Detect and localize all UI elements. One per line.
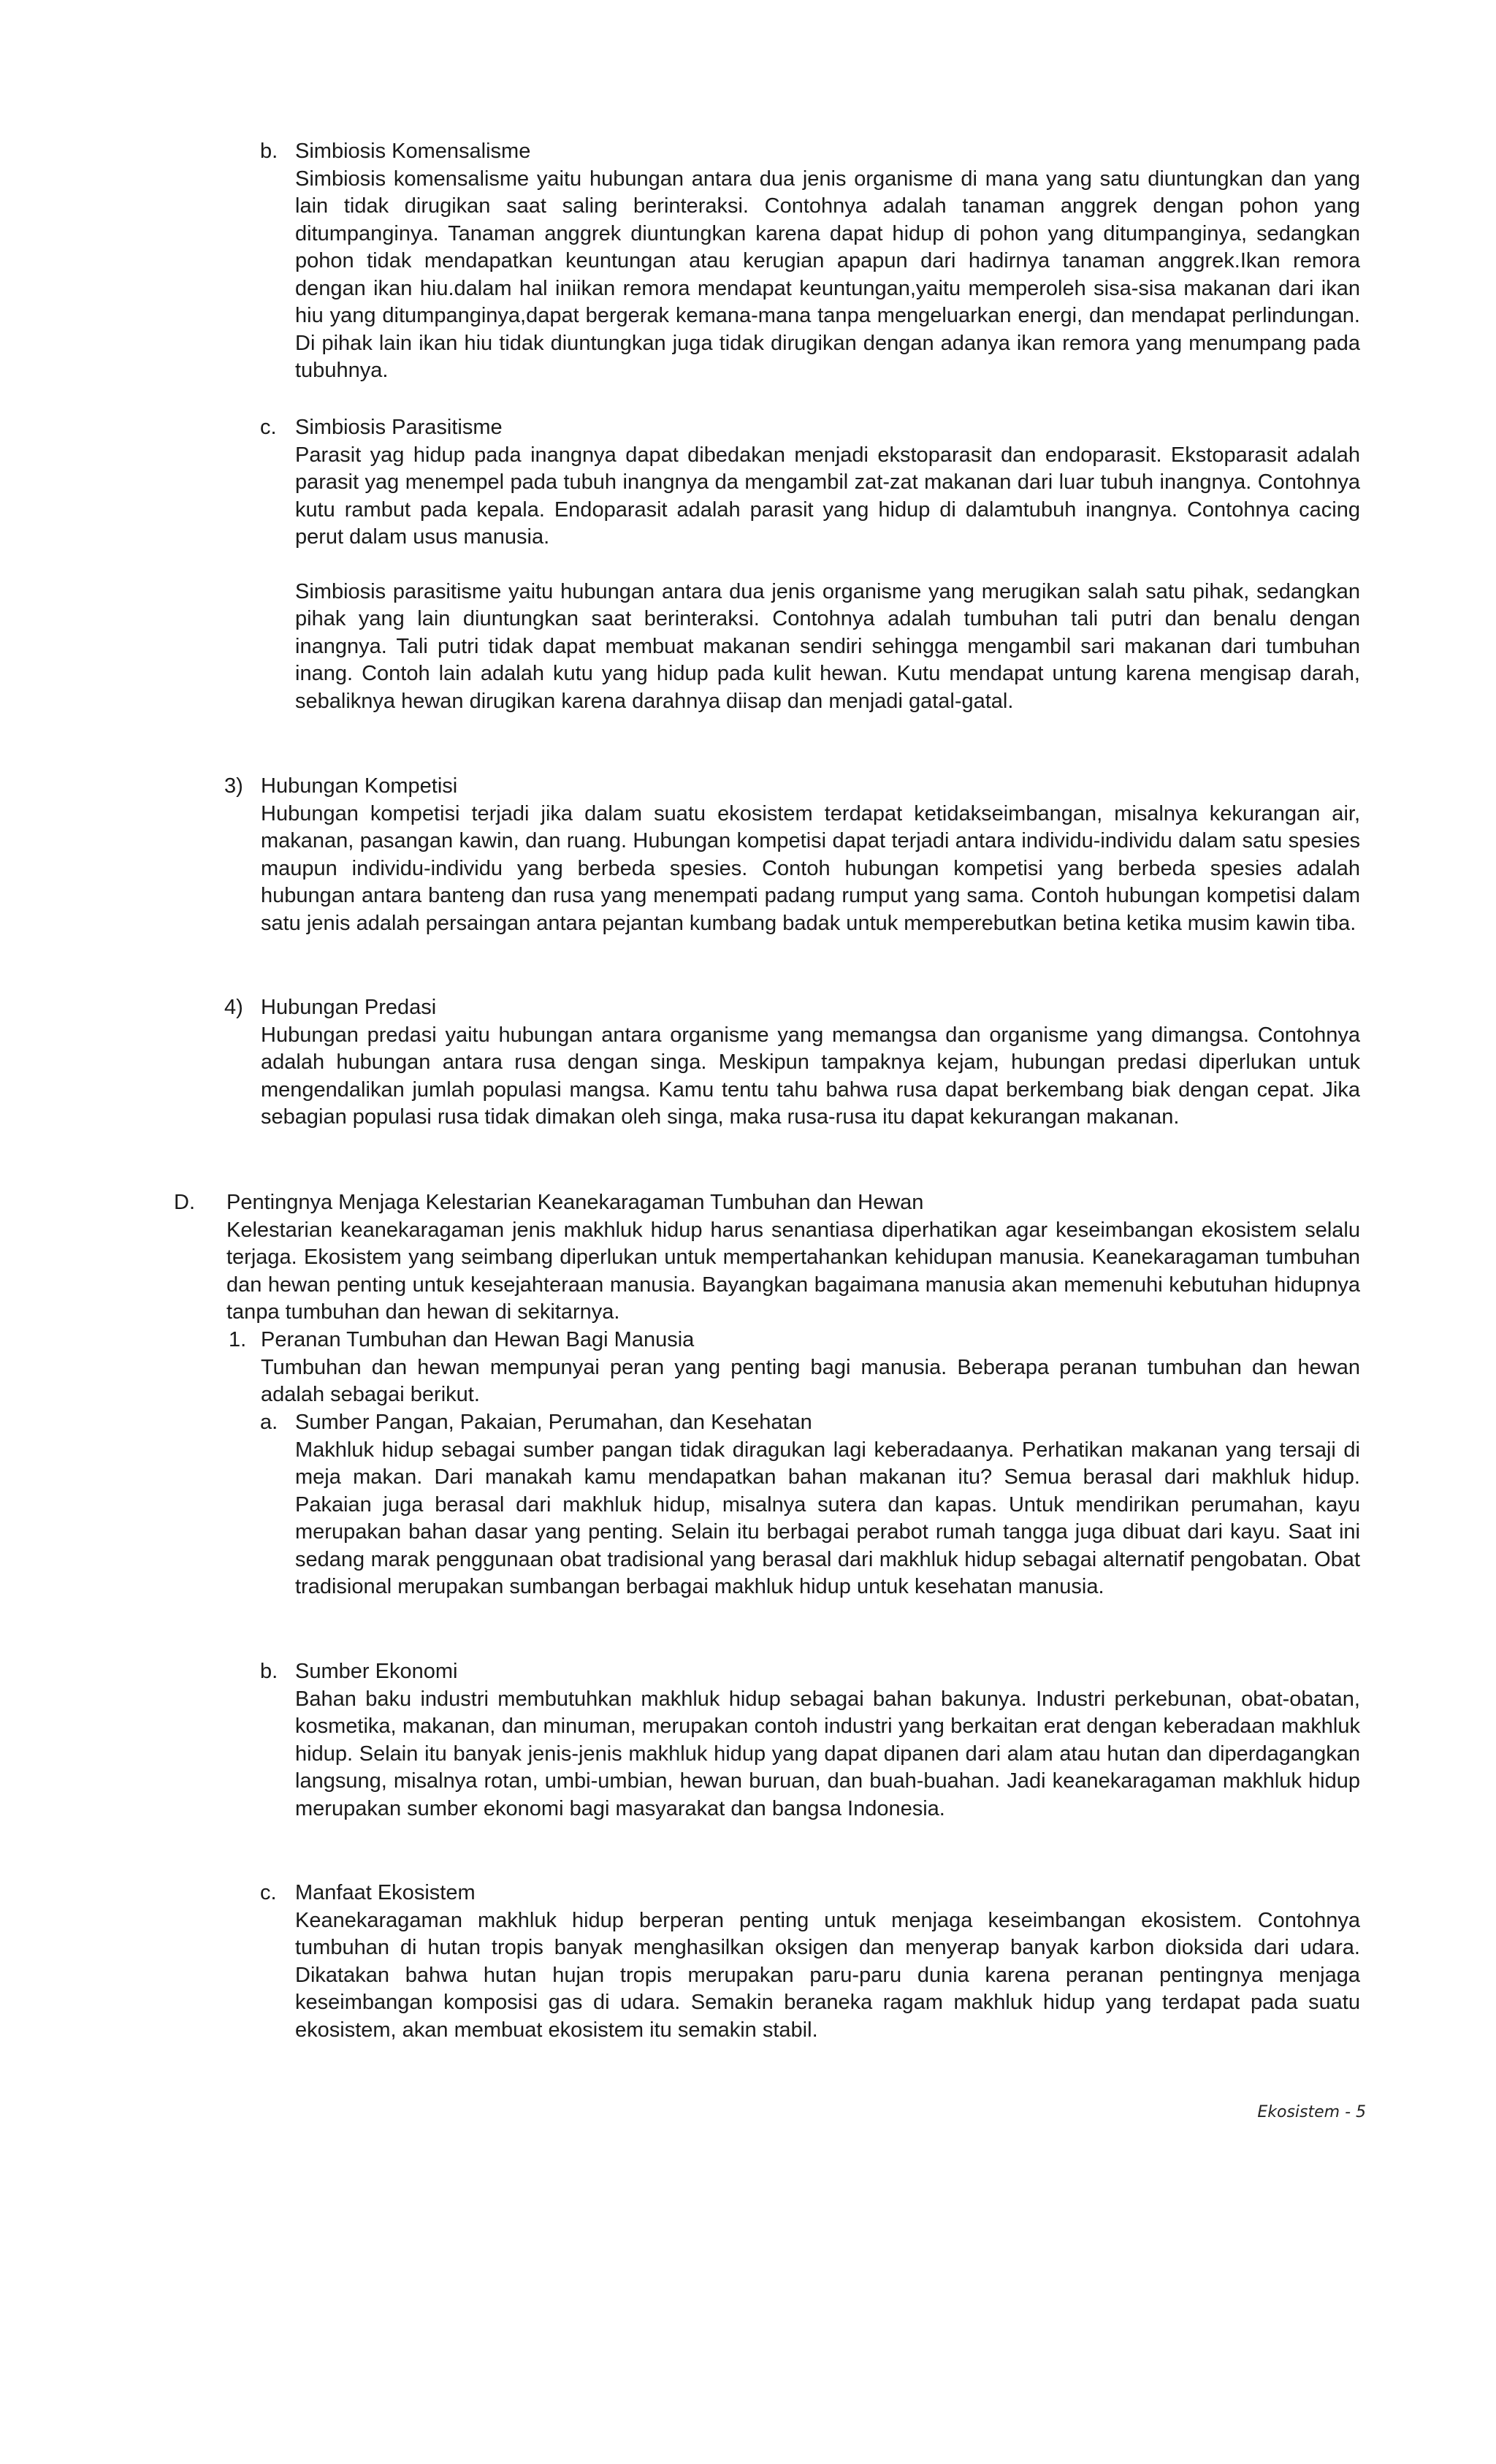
section-peranan-tumbuhan-hewan bbox=[229, 1327, 1360, 1409]
section-marker: b. bbox=[260, 140, 278, 163]
section-marker: 3) bbox=[224, 774, 243, 798]
section-hubungan-predasi bbox=[224, 994, 1360, 1132]
section-manfaat-ekosistem bbox=[260, 1880, 1360, 2044]
section-marker: c. bbox=[260, 416, 277, 439]
section-marker: b. bbox=[260, 1660, 278, 1683]
section-sumber-pangan bbox=[260, 1409, 1360, 1601]
section-heading: Hubungan Kompetisi bbox=[261, 774, 458, 798]
page-footer: Ekosistem - 5 bbox=[1257, 2103, 1366, 2121]
section-paragraph: Simbiosis komensalisme yaitu hubungan antara dua jenis organisme di mana yang satu diuntungkan dan yang lain tidak dirugikan saat saling berinteraksi. Contohnya adalah tanaman anggrek dengan pohon yang ditumpanginya. Tanaman anggrek diuntungkan karena dapat hidup di pohon yang ditumpanginya, sedangkan pohon tidak mendapatkan keuntungan atau kerugian apapun dari hadirnya tanaman anggrek.Ikan remora dengan ikan hiu.dalam hal iniikan remora mendapat keuntungan,yaitu memperoleh sisa-sisa makanan dari ikan hiu yang ditumpanginya,dapat bergerak kemana-mana tanpa mengeluarkan energi, dan mendapat perlindungan. Di pihak lain ikan hiu tidak diuntungkan juga tidak dirugikan dengan adanya ikan remora yang menumpang pada tubuhnya. bbox=[295, 167, 1360, 382]
section-heading: Peranan Tumbuhan dan Hewan Bagi Manusia bbox=[261, 1328, 695, 1351]
section-marker: c. bbox=[260, 1881, 277, 1904]
section-simbiosis-parasitisme bbox=[260, 414, 1360, 715]
section-marker: D. bbox=[174, 1191, 195, 1214]
section-pentingnya-kelestarian bbox=[174, 1189, 1360, 1327]
section-heading: Sumber Ekonomi bbox=[295, 1660, 458, 1683]
section-paragraph: Tumbuhan dan hewan mempunyai peran yang penting bagi manusia. Beberapa peranan tumbuhan dan hewan adalah sebagai berikut. bbox=[261, 1355, 1360, 1406]
section-marker: 1. bbox=[229, 1328, 247, 1351]
section-heading: Simbiosis Parasitisme bbox=[295, 416, 503, 439]
section-heading: Hubungan Predasi bbox=[261, 996, 437, 1019]
section-marker: a. bbox=[260, 1411, 278, 1434]
section-hubungan-kompetisi bbox=[224, 773, 1360, 937]
section-paragraph: Hubungan kompetisi terjadi jika dalam suatu ekosistem terdapat ketidakseimbangan, misalnya kekurangan air, makanan, pasangan kawin, dan ruang. Hubungan kompetisi dapat terjadi antara individu-individu dalam satu spesies maupun individu-individu yang berbeda spesies. Contoh hubungan kompetisi yang berbeda spesies adalah hubungan antara banteng dan rusa yang menempati padang rumput yang sama. Contoh hubungan kompetisi dalam satu jenis adalah persaingan antara pejantan kumbang badak untuk memperebutkan betina ketika musim kawin tiba. bbox=[261, 801, 1360, 935]
section-paragraph: Makhluk hidup sebagai sumber pangan tidak diragukan lagi keberadaanya. Perhatikan makanan yang tersaji di meja makan. Dari manakah kamu mendapatkan bahan makanan itu? Semua berasal dari makhluk hidup. Pakaian juga berasal dari makhluk hidup, misalnya sutera dan kapas. Untuk mendirikan perumahan, kayu merupakan bahan dasar yang penting. Selain itu berbagai perabot rumah tangga juga dibuat dari kayu. Saat ini sedang marak penggunaan obat tradisional yang berasal dari makhluk hidup sebagai alternatif pengobatan. Obat tradisional merupakan sumbangan berbagai makhluk hidup untuk kesehatan manusia. bbox=[295, 1438, 1360, 1598]
section-heading: Simbiosis Komensalisme bbox=[295, 140, 531, 163]
section-paragraph: Keanekaragaman makhluk hidup berperan penting untuk menjaga keseimbangan ekosistem. Contohnya tumbuhan di hutan tropis banyak menghasilkan oksigen dan menyerap banyak karbon dioksida dari udara. Dikatakan bahwa hutan hujan tropis merupakan paru-paru dunia karena peranan pentingnya menjaga keseimbangan komposisi gas di udara. Semakin beraneka ragam makhluk hidup yang terdapat pada suatu ekosistem, akan membuat ekosistem itu semakin stabil. bbox=[295, 1908, 1360, 2042]
section-marker: 4) bbox=[224, 996, 243, 1019]
section-simbiosis-komensalisme bbox=[260, 138, 1360, 385]
section-heading: Pentingnya Menjaga Kelestarian Keanekaragaman Tumbuhan dan Hewan bbox=[226, 1191, 924, 1214]
section-paragraph: Bahan baku industri membutuhkan makhluk hidup sebagai bahan bakunya. Industri perkebunan, obat-obatan, kosmetika, makanan, dan minuman, merupakan contoh industri yang berkaitan erat dengan keberadaan makhluk hidup. Selain itu banyak jenis-jenis makhluk hidup yang dapat dipanen dari alam atau hutan dan diperdagangkan langsung, misalnya rotan, umbi-umbian, hewan buruan, dan buah-buahan. Jadi keanekaragaman makhluk hidup merupakan sumber ekonomi bagi masyarakat dan bangsa Indonesia. bbox=[295, 1687, 1360, 1820]
section-paragraph: Parasit yag hidup pada inangnya dapat dibedakan menjadi ekstoparasit dan endoparasit. Ekstoparasit adalah parasit yag menempel pada tubuh inangnya da mengambil zat-zat makanan dari luar tubuh inangnya. Contohnya kutu rambut pada kepala. Endoparasit adalah parasit yang hidup di dalamtubuh inangnya. Contohnya cacing perut dalam usus manusia. bbox=[295, 443, 1360, 549]
section-paragraph: Hubungan predasi yaitu hubungan antara organisme yang memangsa dan organisme yang dimangsa. Contohnya adalah hubungan antara rusa dengan singa. Meskipun tampaknya kejam, hubungan predasi diperlukan untuk mengendalikan jumlah populasi mangsa. Kamu tentu tahu bahwa rusa dapat berkembang biak dengan cepat. Jika sebagian populasi rusa tidak dimakan oleh singa, maka rusa-rusa itu dapat kekurangan makanan. bbox=[261, 1023, 1360, 1129]
section-sumber-ekonomi bbox=[260, 1658, 1360, 1823]
section-heading: Sumber Pangan, Pakaian, Perumahan, dan Kesehatan bbox=[295, 1411, 812, 1434]
section-heading: Manfaat Ekosistem bbox=[295, 1881, 476, 1904]
section-paragraph: Simbiosis parasitisme yaitu hubungan antara dua jenis organisme yang merugikan salah satu pihak, sedangkan pihak yang lain diuntungkan saat berinteraksi. Contohnya adalah tumbuhan tali putri dan benalu dengan inangnya. Tali putri tidak dapat membuat makanan sendiri sehingga mengambil sari makanan dari tumbuhan inang. Contoh lain adalah kutu yang hidup pada kulit hewan. Kutu mendapat untung karena mengisap darah, sebaliknya hewan dirugikan karena darahnya diisap dan menjadi gatal-gatal. bbox=[295, 579, 1360, 713]
section-paragraph: Kelestarian keanekaragaman jenis makhluk hidup harus senantiasa diperhatikan agar keseimbangan ekosistem selalu terjaga. Ekosistem yang seimbang diperlukan untuk mempertahankan kehidupan manusia. Keanekaragaman tumbuhan dan hewan penting untuk kesejahteraan manusia. Bayangkan bagaimana manusia akan memenuhi kebutuhan hidupnya tanpa tumbuhan dan hewan di sekitarnya. bbox=[226, 1218, 1360, 1324]
